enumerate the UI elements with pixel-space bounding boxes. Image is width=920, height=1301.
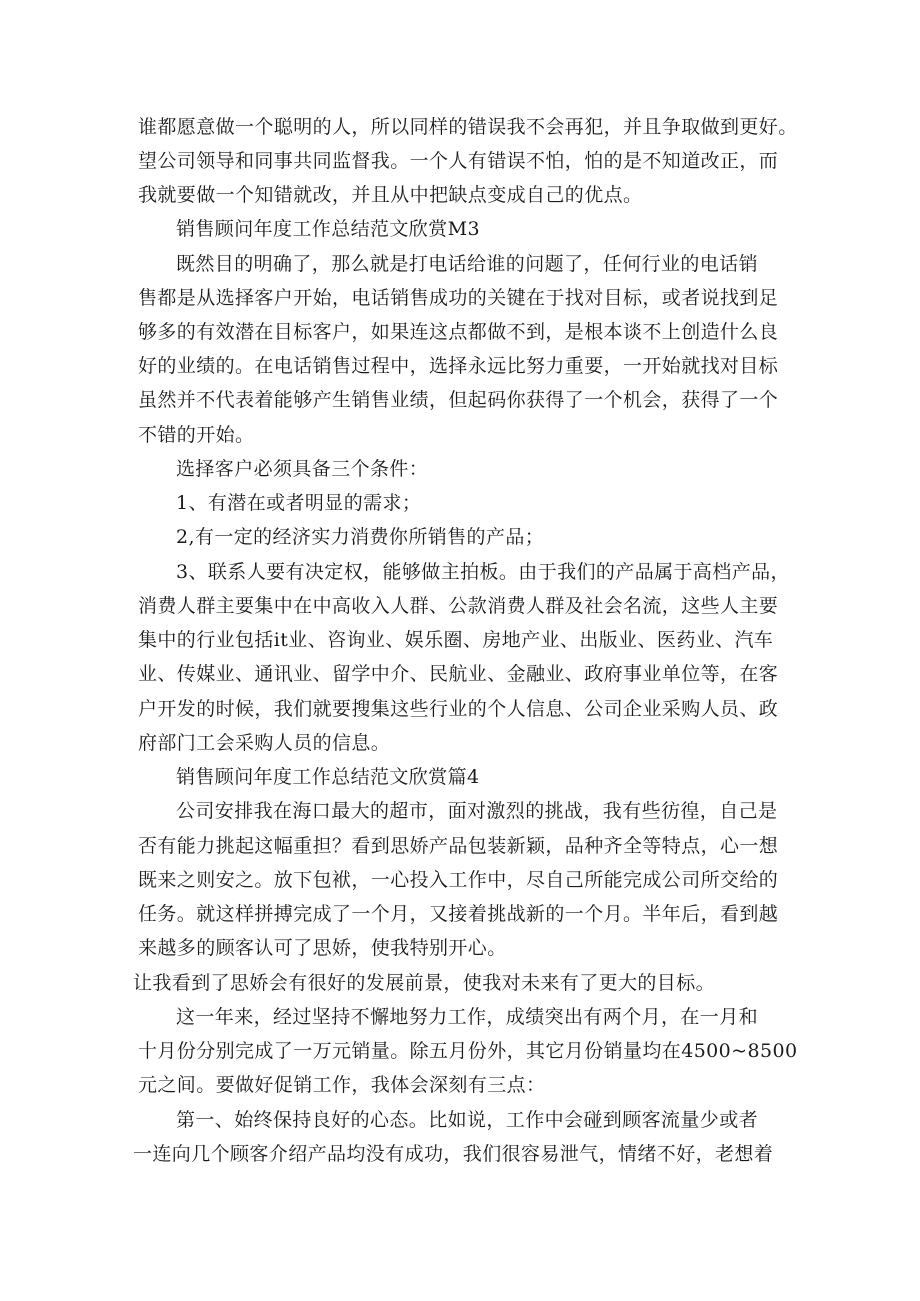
list-item: 3、联系人要有决定权，能够做主拍板。由于我们的产品属于高档产品， bbox=[176, 561, 790, 583]
text-line: 谁都愿意做一个聪明的人，所以同样的错误我不会再犯，并且争取做到更好。 bbox=[138, 116, 798, 138]
text-line: 选择客户必须具备三个条件： bbox=[176, 458, 429, 480]
list-item: 1、有潜在或者明显的需求； bbox=[176, 492, 422, 514]
text-line: 第一、始终保持良好的心态。比如说，工作中会碰到顾客流量少或者 bbox=[176, 1109, 759, 1131]
text-line: 售都是从选择客户开始，电话销售成功的关键在于找对目标，或者说找到足 bbox=[138, 287, 779, 309]
text-line: 虽然并不代表着能够产生销售业绩，但起码你获得了一个机会，获得了一个 bbox=[138, 389, 779, 411]
text-line: 够多的有效潜在目标客户，如果连这点都做不到，是根本谈不上创造什么良 bbox=[138, 321, 779, 343]
text-line: 否有能力挑起这幅重担？看到思娇产品包装新颖，品种齐全等特点，心一想 bbox=[138, 835, 779, 857]
text-line: 这一年来，经过坚持不懈地努力工作，成绩突出有两个月，在一月和 bbox=[176, 1006, 759, 1028]
text-line: 府部门工会采购人员的信息。 bbox=[138, 732, 391, 754]
section-heading: 销售顾问年度工作总结范文欣赏M3 bbox=[176, 218, 480, 240]
text-line: 好的业绩的。在电话销售过程中，选择永远比努力重要，一开始就找对目标 bbox=[138, 355, 779, 377]
text-line: 消费人群主要集中在中高收入人群、公款消费人群及社会名流，这些人主要 bbox=[138, 595, 779, 617]
text-line: 既然目的明确了，那么就是打电话给谁的问题了，任何行业的电话销 bbox=[176, 253, 759, 275]
list-item: 2,有一定的经济实力消费你所销售的产品； bbox=[176, 526, 545, 548]
text-line: 十月份分别完成了一万元销量。除五月份外，其它月份销量均在4500~8500 bbox=[138, 1040, 798, 1062]
text-line: 公司安排我在海口最大的超市，面对激烈的挑战，我有些彷徨，自己是 bbox=[176, 800, 778, 822]
text-line: 让我看到了思娇会有很好的发展前景，使我对未来有了更大的目标。 bbox=[133, 972, 716, 994]
text-line: 不错的开始。 bbox=[138, 424, 255, 446]
text-line: 任务。就这样拼搏完成了一个月，又接着挑战新的一个月。半年后，看到越 bbox=[138, 903, 779, 925]
text-line: 户开发的时候，我们就要搜集这些行业的个人信息、公司企业采购人员、政 bbox=[138, 698, 779, 720]
text-line: 来越多的顾客认可了思娇，使我特别开心。 bbox=[138, 937, 507, 959]
section-heading: 销售顾问年度工作总结范文欣赏篇4 bbox=[176, 766, 480, 788]
text-line: 我就要做一个知错就改，并且从中把缺点变成自己的优点。 bbox=[138, 184, 643, 206]
text-line: 望公司领导和同事共同监督我。一个人有错误不怕，怕的是不知道改正，而 bbox=[138, 150, 779, 172]
text-line: 既来之则安之。放下包袱，一心投入工作中，尽自己所能完成公司所交给的 bbox=[138, 869, 779, 891]
text-line: 一连向几个顾客介绍产品均没有成功，我们很容易泄气，情绪不好，老想着 bbox=[133, 1143, 774, 1165]
text-line: 元之间。要做好促销工作，我体会深刻有三点： bbox=[138, 1074, 546, 1096]
text-line: 业、传媒业、通讯业、留学中介、民航业、金融业、政府事业单位等，在客 bbox=[138, 663, 779, 685]
text-line: 集中的行业包括it业、咨询业、娱乐圈、房地产业、出版业、医药业、汽车 bbox=[138, 629, 774, 651]
